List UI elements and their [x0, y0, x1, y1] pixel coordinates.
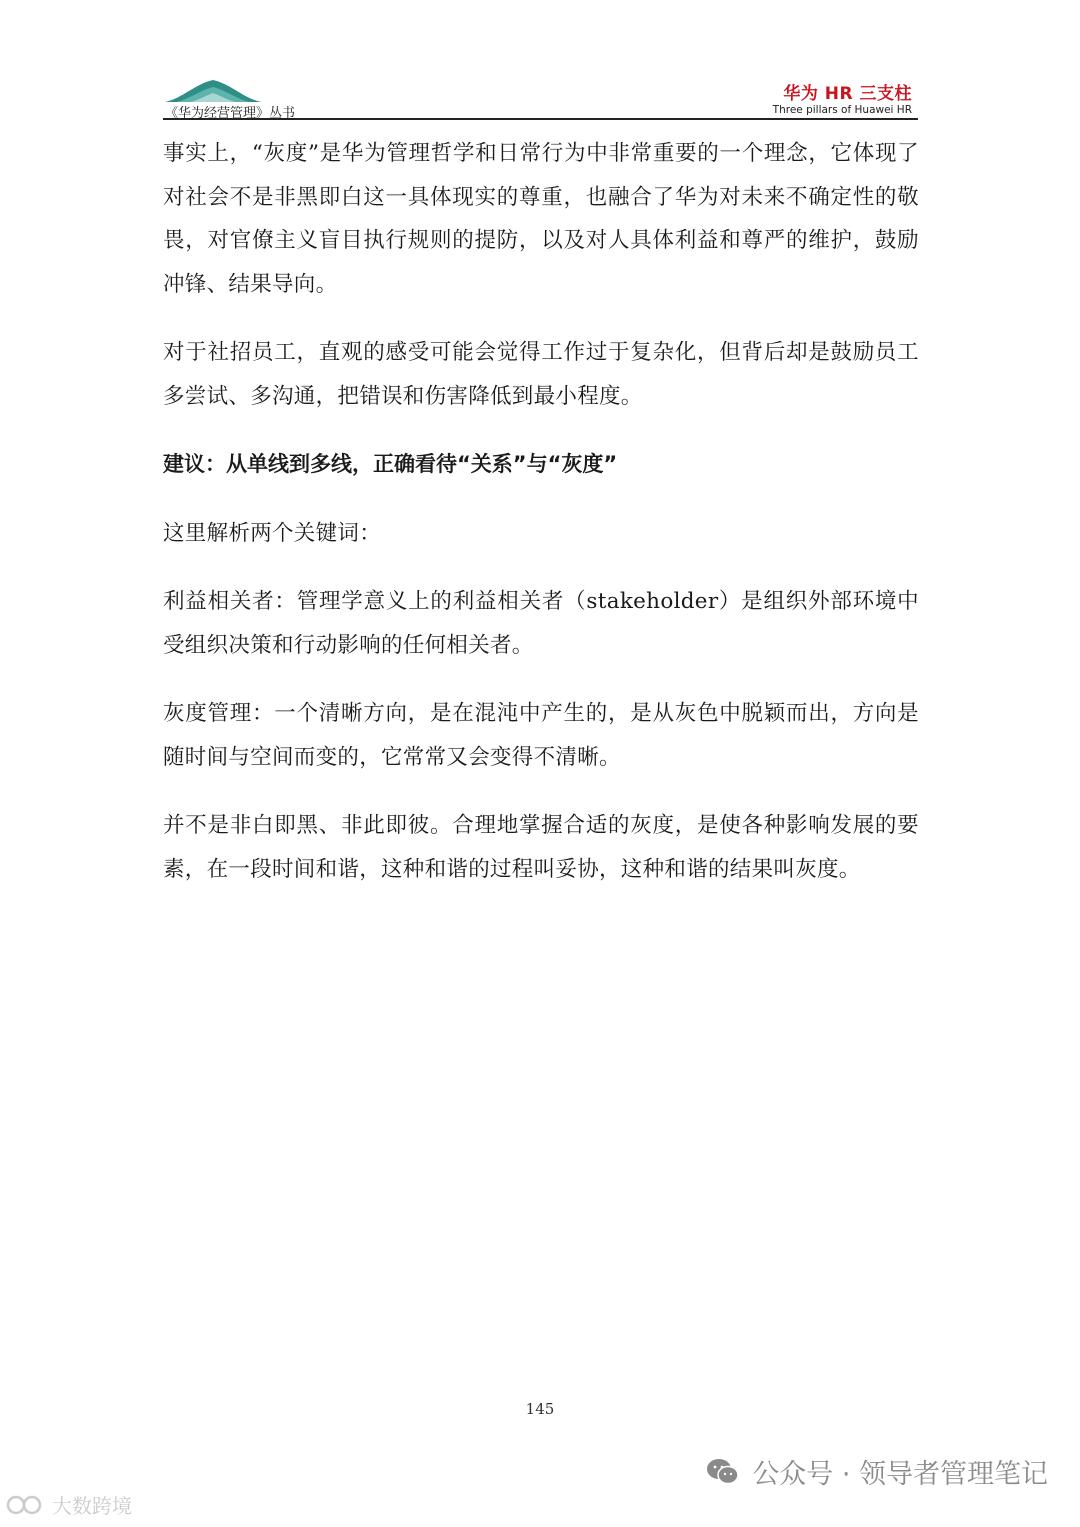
page-number: 145 [525, 1400, 555, 1418]
section-heading: 建议：从单线到多线，正确看待“关系”与“灰度” [163, 452, 618, 476]
mountain-logo-icon [163, 76, 263, 104]
paragraph-keywords-intro: 这里解析两个关键词： [163, 520, 382, 546]
brand-mark-icon [6, 1492, 46, 1518]
page-body [163, 132, 919, 916]
watermark-left-text: 大数跨境 [52, 1494, 132, 1518]
header-divider [163, 118, 918, 120]
watermark-right [706, 1452, 1048, 1491]
paragraph-social-hires: 对于社招员工，直观的感受可能会觉得工作过于复杂化，但背后却是鼓励员工多尝试、多沟通，把错误和伤害降低到最小程度。 [163, 340, 919, 409]
paragraph-compromise: 并不是非白即黑、非此即彼。合理地掌握合适的灰度，是使各种影响发展的要素，在一段时间和谐，这种和谐的过程叫妥协，这种和谐的结果叫灰度。 [163, 813, 919, 882]
paragraph-stakeholder: 利益相关者：管理学意义上的利益相关者（stakeholder）是组织外部环境中受组织决策和行动影响的任何相关者。 [163, 589, 919, 658]
watermark-right-text: 公众号 · 领导者管理笔记 [752, 1459, 1048, 1490]
watermark-left [6, 1490, 132, 1519]
paragraph-gray-management: 灰度管理：一个清晰方向，是在混沌中产生的，是从灰色中脱颖而出，方向是随时间与空间而变的，它常常又会变得不清晰。 [163, 701, 919, 770]
page-header [163, 70, 918, 120]
paragraph-gray-concept: 事实上，“灰度”是华为管理哲学和日常行为中非常重要的一个理念，它体现了对社会不是非黑即白这一具体现实的尊重，也融合了华为对未来不确定性的敬畏，对官僚主义盲目执行规则的提防，以及对人具体利益和尊严的维护，鼓励冲锋、结果导向。 [163, 141, 919, 297]
brand-title: 华为 HR 三支柱 [783, 84, 912, 104]
series-title: 《华为经营管理》丛书 [165, 106, 296, 121]
brand-subtitle: Three pillars of Huawei HR [772, 104, 912, 116]
brand-block [773, 84, 912, 117]
wechat-icon [706, 1457, 740, 1487]
